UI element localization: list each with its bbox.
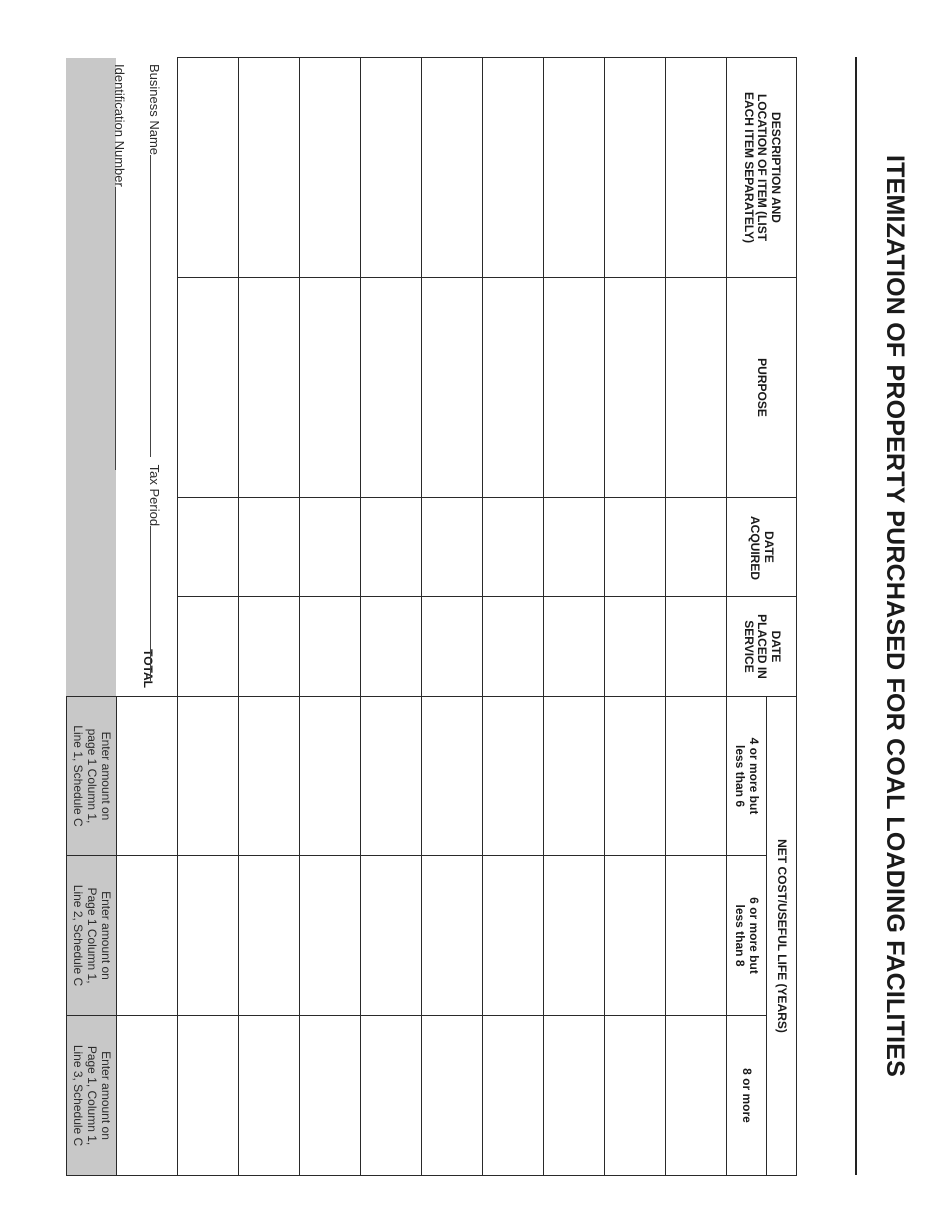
total-cell-life-6-to-8[interactable] bbox=[117, 856, 178, 1016]
table-row bbox=[483, 58, 544, 1176]
cell-purpose[interactable] bbox=[300, 278, 361, 498]
cell-description[interactable] bbox=[605, 58, 666, 278]
cell-life-6-to-8[interactable] bbox=[300, 856, 361, 1016]
header-purpose: PURPOSE bbox=[727, 278, 797, 498]
header-date-placed-in-service: DATE PLACED IN SERVICE bbox=[727, 597, 797, 697]
cell-date-placed-in-service[interactable] bbox=[666, 597, 727, 697]
cell-description[interactable] bbox=[239, 58, 300, 278]
cell-life-8-plus[interactable] bbox=[361, 1016, 422, 1176]
table-row bbox=[544, 58, 605, 1176]
cell-purpose[interactable] bbox=[178, 278, 239, 498]
identification-number-label: Identification Number bbox=[112, 64, 127, 187]
cell-description[interactable] bbox=[361, 58, 422, 278]
cell-life-4-to-6[interactable] bbox=[483, 697, 544, 856]
cell-date-acquired[interactable] bbox=[483, 498, 544, 597]
cell-date-acquired[interactable] bbox=[544, 498, 605, 597]
cell-life-8-plus[interactable] bbox=[178, 1016, 239, 1176]
cell-purpose[interactable] bbox=[361, 278, 422, 498]
cell-life-4-to-6[interactable] bbox=[300, 697, 361, 856]
cell-purpose[interactable] bbox=[666, 278, 727, 498]
cell-description[interactable] bbox=[422, 58, 483, 278]
cell-description[interactable] bbox=[666, 58, 727, 278]
tax-period-field[interactable] bbox=[150, 526, 163, 681]
instruction-life-8-plus: Enter amount on Page 1, Column 1, Line 3, Schedule C bbox=[66, 1016, 116, 1176]
table-row bbox=[361, 58, 422, 1176]
cell-date-acquired[interactable] bbox=[361, 498, 422, 597]
instruction-row bbox=[66, 58, 116, 1176]
cell-description[interactable] bbox=[483, 58, 544, 278]
cell-description[interactable] bbox=[544, 58, 605, 278]
table-row bbox=[605, 58, 666, 1176]
cell-life-8-plus[interactable] bbox=[300, 1016, 361, 1176]
cell-description[interactable] bbox=[178, 58, 239, 278]
cell-life-4-to-6[interactable] bbox=[666, 697, 727, 856]
cell-date-acquired[interactable] bbox=[239, 498, 300, 597]
cell-date-acquired[interactable] bbox=[666, 498, 727, 597]
cell-purpose[interactable] bbox=[483, 278, 544, 498]
cell-life-6-to-8[interactable] bbox=[544, 856, 605, 1016]
cell-life-4-to-6[interactable] bbox=[239, 697, 300, 856]
cell-date-placed-in-service[interactable] bbox=[361, 597, 422, 697]
instruction-life-4-to-6: Enter amount on page 1 Column 1, Line 1, Schedule C bbox=[66, 697, 116, 856]
total-label: TOTAL bbox=[117, 58, 178, 697]
cell-life-8-plus[interactable] bbox=[544, 1016, 605, 1176]
cell-date-acquired[interactable] bbox=[178, 498, 239, 597]
cell-purpose[interactable] bbox=[422, 278, 483, 498]
total-cell-life-8-plus[interactable] bbox=[117, 1016, 178, 1176]
cell-life-4-to-6[interactable] bbox=[361, 697, 422, 856]
cell-life-6-to-8[interactable] bbox=[605, 856, 666, 1016]
cell-date-acquired[interactable] bbox=[422, 498, 483, 597]
header-life-6-to-8: 6 or more but less than 8 bbox=[727, 856, 767, 1016]
cell-purpose[interactable] bbox=[544, 278, 605, 498]
cell-life-8-plus[interactable] bbox=[605, 1016, 666, 1176]
cell-date-placed-in-service[interactable] bbox=[239, 597, 300, 697]
header-date-acquired: DATE ACQUIRED bbox=[727, 498, 797, 597]
cell-date-placed-in-service[interactable] bbox=[300, 597, 361, 697]
header-net-cost-useful-life: NET COST/USEFUL LIFE (YEARS) bbox=[767, 697, 797, 1176]
cell-date-placed-in-service[interactable] bbox=[422, 597, 483, 697]
tax-period-label: Tax Period bbox=[147, 464, 162, 527]
business-name-field[interactable] bbox=[147, 64, 163, 681]
cell-life-8-plus[interactable] bbox=[422, 1016, 483, 1176]
cell-date-acquired[interactable] bbox=[300, 498, 361, 597]
cell-life-4-to-6[interactable] bbox=[605, 697, 666, 856]
cell-life-4-to-6[interactable] bbox=[544, 697, 605, 856]
cell-life-8-plus[interactable] bbox=[666, 1016, 727, 1176]
cell-life-6-to-8[interactable] bbox=[239, 856, 300, 1016]
form-title: ITEMIZATION OF PROPERTY PURCHASED FOR COAL LOADING FACILITIES bbox=[881, 155, 909, 1077]
cell-life-6-to-8[interactable] bbox=[361, 856, 422, 1016]
table-row bbox=[422, 58, 483, 1176]
cell-life-6-to-8[interactable] bbox=[422, 856, 483, 1016]
table-row bbox=[666, 58, 727, 1176]
table-body bbox=[66, 58, 726, 1176]
cell-date-placed-in-service[interactable] bbox=[178, 597, 239, 697]
header-life-8-plus: 8 or more bbox=[727, 1016, 767, 1176]
cell-life-6-to-8[interactable] bbox=[178, 856, 239, 1016]
cell-life-8-plus[interactable] bbox=[483, 1016, 544, 1176]
title-rule bbox=[855, 57, 857, 1175]
header-life-4-to-6: 4 or more but less than 6 bbox=[727, 697, 767, 856]
cell-life-6-to-8[interactable] bbox=[666, 856, 727, 1016]
cell-purpose[interactable] bbox=[605, 278, 666, 498]
cell-life-4-to-6[interactable] bbox=[178, 697, 239, 856]
table-row bbox=[300, 58, 361, 1176]
cell-life-4-to-6[interactable] bbox=[422, 697, 483, 856]
cell-date-placed-in-service[interactable] bbox=[544, 597, 605, 697]
itemization-table bbox=[66, 57, 797, 1176]
table-row bbox=[239, 58, 300, 1176]
total-cell-life-4-to-6[interactable] bbox=[117, 697, 178, 856]
cell-life-6-to-8[interactable] bbox=[483, 856, 544, 1016]
cell-life-8-plus[interactable] bbox=[239, 1016, 300, 1176]
identification-number-field[interactable] bbox=[112, 64, 128, 470]
header-description: DESCRIPTION AND LOCATION OF ITEM (LIST EACH ITEM SEPARATELY) bbox=[727, 58, 797, 278]
business-name-label: Business Name bbox=[147, 64, 162, 156]
cell-date-placed-in-service[interactable] bbox=[605, 597, 666, 697]
cell-date-acquired[interactable] bbox=[605, 498, 666, 597]
cell-date-placed-in-service[interactable] bbox=[483, 597, 544, 697]
cell-purpose[interactable] bbox=[239, 278, 300, 498]
instruction-life-6-to-8: Enter amount on Page 1 Column 1, Line 2, Schedule C bbox=[66, 856, 116, 1016]
table-row bbox=[178, 58, 239, 1176]
cell-description[interactable] bbox=[300, 58, 361, 278]
